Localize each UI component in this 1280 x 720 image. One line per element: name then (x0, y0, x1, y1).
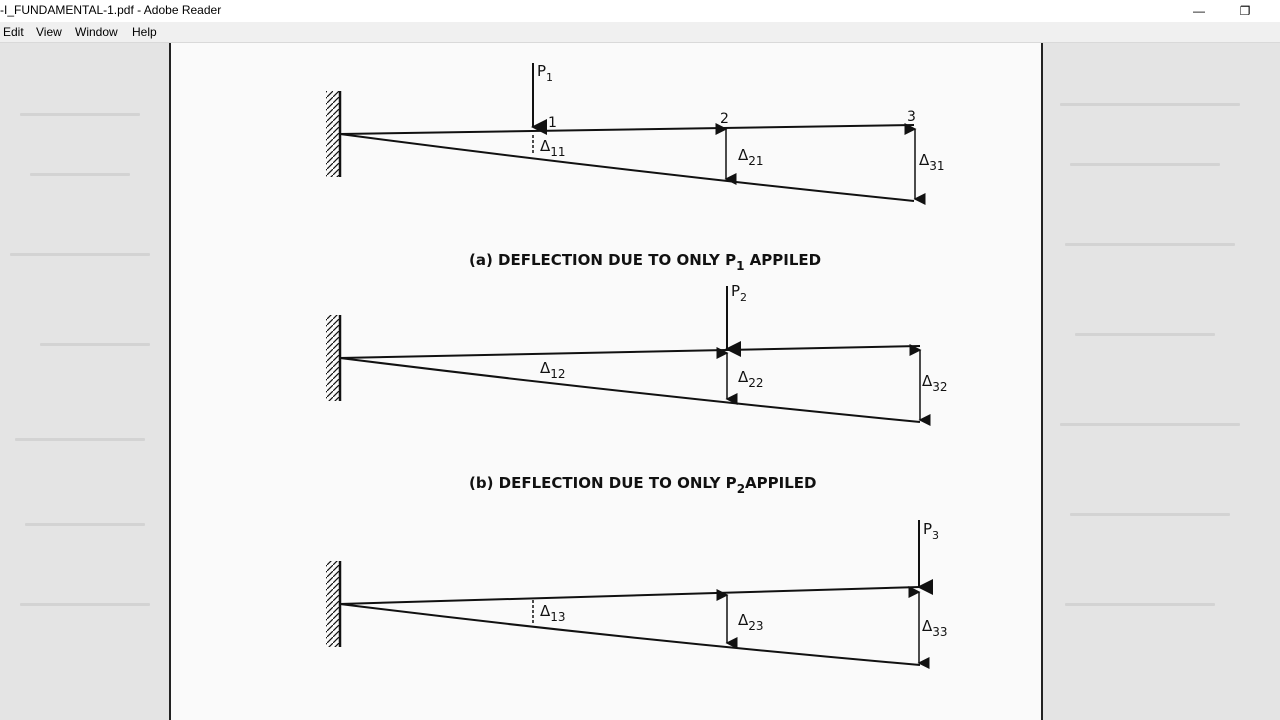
caption-b: (b) DEFLECTION DUE TO ONLY $P_2APPILED$ (469, 474, 817, 496)
delta-23-label: $\Delta_{23}$ (738, 611, 764, 633)
point-label-2: 2 (720, 111, 729, 127)
title-bar (0, 0, 1280, 22)
beam-undeformed-c (340, 587, 920, 604)
delta-22-label: $\Delta_{22}$ (738, 368, 764, 390)
beam-undeformed-a (340, 125, 914, 134)
fixed-support-c (326, 561, 340, 647)
point-label-1: 1 (548, 115, 557, 131)
minimize-icon: — (1193, 4, 1205, 18)
document-view[interactable] (0, 43, 1280, 720)
load-label-p3: $P_3$ (923, 520, 940, 542)
beam-deflected-b (340, 358, 920, 422)
delta-13-label: $\Delta_{13}$ (540, 602, 566, 624)
point-label-3: 3 (907, 109, 916, 125)
load-label-p1: $P_1$ (537, 62, 554, 84)
delta-31-label: $\Delta_{31}$ (919, 151, 945, 173)
minimize-button[interactable] (1176, 0, 1222, 22)
beam-deflected-a (340, 134, 914, 201)
figure-c (326, 520, 948, 665)
delta-11-label: $\Delta_{11}$ (540, 137, 566, 159)
delta-32-label: $\Delta_{32}$ (922, 372, 948, 394)
menu-window[interactable]: Window (75, 25, 118, 39)
restore-button[interactable] (1222, 0, 1268, 22)
fixed-support-a (326, 91, 340, 177)
delta-33-label: $\Delta_{33}$ (922, 617, 948, 639)
menu-edit[interactable]: Edit (3, 25, 24, 39)
load-label-p2: $P_2$ (731, 282, 748, 304)
menu-view[interactable]: View (36, 25, 62, 39)
pdf-page (169, 43, 1043, 720)
delta-12-label: $\Delta_{12}$ (540, 359, 566, 381)
figure-a (326, 62, 945, 273)
caption-a: (a) DEFLECTION DUE TO ONLY $P_1$ APPILED (469, 251, 822, 273)
menu-help[interactable]: Help (132, 25, 157, 39)
delta-21-label: $\Delta_{21}$ (738, 146, 764, 168)
menu-bar (0, 22, 1280, 43)
beam-undeformed-b (340, 346, 920, 358)
beam-deflected-c (340, 604, 920, 665)
window-title: -I_FUNDAMENTAL-1.pdf - Adobe Reader (0, 3, 222, 17)
figure-b (326, 282, 948, 496)
fixed-support-b (326, 315, 340, 401)
cantilever-deflection-figure (171, 43, 1041, 720)
restore-icon: ❐ (1239, 4, 1251, 18)
